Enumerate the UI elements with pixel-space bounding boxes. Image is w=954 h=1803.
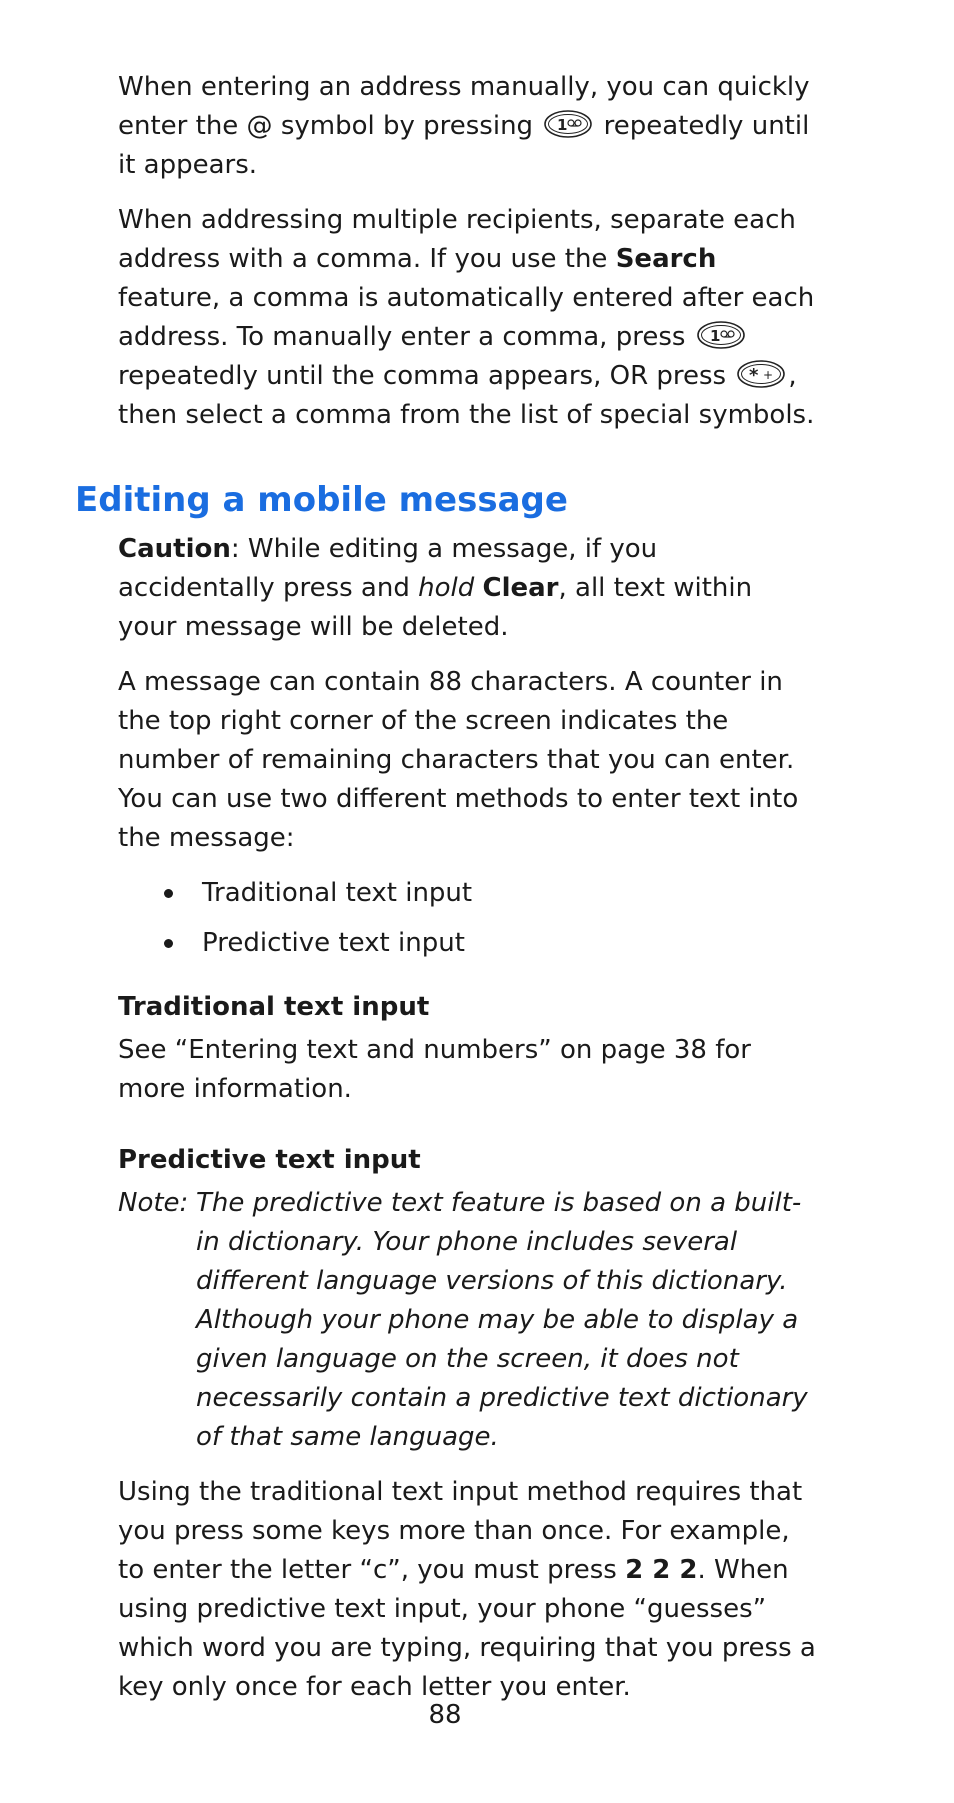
text: , all text within your message will be deleted. <box>118 573 753 642</box>
caution-paragraph <box>118 530 818 647</box>
svg-text:1: 1 <box>557 115 568 134</box>
subheading-predictive: Predictive text input <box>118 1145 421 1175</box>
text: . When using predictive text input, your phone “guesses” which word you are typing, requiring that you press a key only once for each letter you enter. <box>118 1555 816 1702</box>
paragraph-multiple-recipients <box>118 201 818 435</box>
text: When addressing multiple recipients, separate each address with a comma. If you use the <box>118 205 796 274</box>
input-methods-list <box>118 868 818 968</box>
note-label: Note: <box>118 1188 189 1218</box>
hold-emphasis: hold <box>418 573 475 603</box>
text: , then select a comma from the list of special symbols. <box>118 361 815 430</box>
counter-paragraph: A message can contain 88 characters. A counter in the top right corner of the screen indicates the number of remaining characters that you can enter. You can use two different methods to enter text into the message: <box>118 667 799 853</box>
traditional-paragraph: See “Entering text and numbers” on page 38 for more information. <box>118 1035 751 1104</box>
caution-label: Caution <box>118 534 231 564</box>
list-item: Traditional text input <box>118 868 818 918</box>
svg-text:1: 1 <box>709 326 721 345</box>
list-item: Predictive text input <box>118 918 818 968</box>
note-body: The predictive text feature is based on a built-in dictionary. Your phone includes several different language versions of this dictionary. Although your phone may be able to display a given language on the screen, it does not necessarily contain a predictive text dictionary of that same language. <box>196 1188 808 1452</box>
paragraph-at-symbol <box>118 68 818 185</box>
text: feature, a comma is automatically entered after each address. To manually enter a comma, press <box>118 283 815 352</box>
svg-text:*: * <box>749 364 759 386</box>
section-heading: Editing a mobile message <box>75 480 568 520</box>
text: Using the traditional text input method requires that you press some keys more than once. For example, to enter the letter “c”, you must press <box>118 1477 803 1585</box>
subheading-traditional: Traditional text input <box>118 992 430 1022</box>
text: repeatedly until it appears. <box>118 111 810 180</box>
text: repeatedly until the comma appears, OR press <box>118 361 727 391</box>
note-block <box>118 1184 818 1457</box>
text: When entering an address manually, you can quickly enter the @ symbol by pressing <box>118 72 810 141</box>
key-sequence: 2 2 2 <box>625 1555 698 1585</box>
star-key-icon <box>736 359 786 389</box>
page-number: 88 <box>428 1700 462 1730</box>
section-address-entry <box>118 68 818 435</box>
svg-text:+: + <box>763 367 774 382</box>
section-editing <box>118 530 818 1707</box>
one-key-icon <box>543 109 593 139</box>
predictive-paragraph <box>118 1473 818 1707</box>
one-key-icon <box>696 320 746 350</box>
search-term: Search <box>615 244 717 274</box>
clear-term: Clear <box>482 573 559 603</box>
text: : While editing a message, if you accidentally press and <box>118 534 658 603</box>
